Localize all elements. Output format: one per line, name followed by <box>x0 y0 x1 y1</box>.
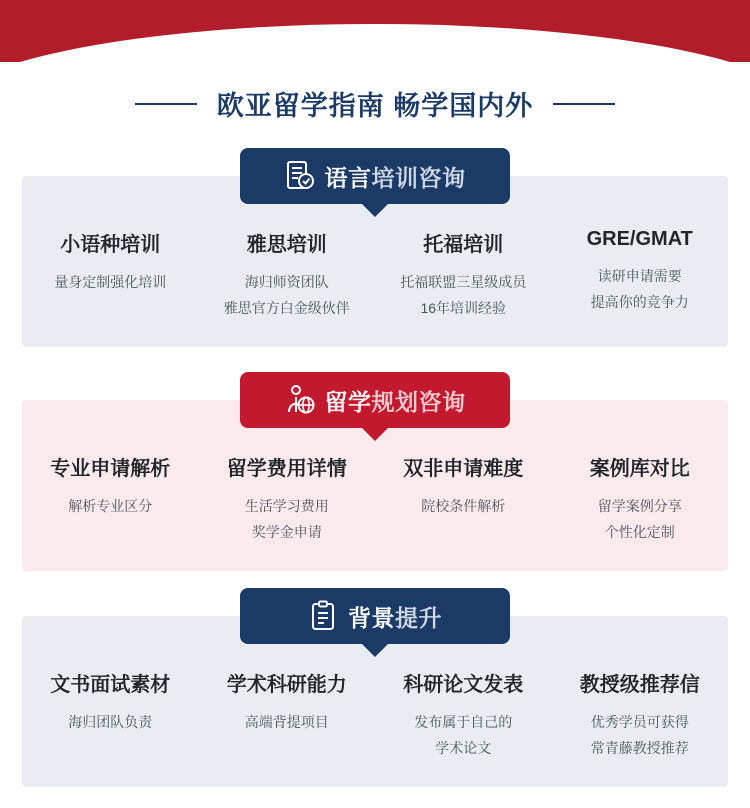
column-line: 学术论文 <box>435 740 492 756</box>
section-tab-wrap <box>22 372 728 428</box>
person-globe-icon <box>285 384 315 416</box>
section-header-tab[interactable] <box>240 588 510 644</box>
panel-column <box>552 228 729 321</box>
column-title: 文书面试素材 <box>50 674 171 696</box>
heading-rule-left <box>135 103 197 105</box>
section-background-enhancement <box>22 588 728 787</box>
section-header-tab[interactable] <box>240 148 510 204</box>
page-title <box>0 84 750 123</box>
panel-column <box>199 668 376 761</box>
document-check-icon <box>285 160 315 192</box>
column-line: 留学案例分享 <box>597 498 682 514</box>
column-line: 发布属于自己的 <box>414 714 513 730</box>
column-title: 小语种培训 <box>60 234 161 256</box>
section-study-abroad-planning <box>22 372 728 571</box>
section-title-rest: 规划咨询 <box>371 388 466 415</box>
column-line: 优秀学员可获得 <box>590 714 689 730</box>
column-title: 专业申请解析 <box>50 458 171 480</box>
column-line: 院校条件解析 <box>421 498 506 514</box>
top-red-banner <box>0 0 750 62</box>
section-title <box>325 384 466 417</box>
section-tab-wrap <box>22 588 728 644</box>
panel-column <box>375 452 552 545</box>
heading-rule-right <box>553 103 615 105</box>
banner-curve <box>0 24 750 62</box>
panel-column <box>552 452 729 545</box>
tab-pointer <box>361 427 389 441</box>
column-line: 16年培训经验 <box>420 300 507 316</box>
column-line: 读研申请需要 <box>597 268 682 284</box>
tab-pointer <box>361 203 389 217</box>
panel-column <box>552 668 729 761</box>
column-line: 托福联盟三星级成员 <box>400 274 527 290</box>
section-title-strong: 语言 <box>324 164 372 191</box>
column-line: 海归师资团队 <box>244 274 329 290</box>
column-line: 奖学金申请 <box>251 524 322 540</box>
column-title: 科研论文发表 <box>403 674 524 696</box>
heading-text: 欧亚留学指南 畅学国内外 <box>216 91 534 121</box>
panel-column <box>22 668 199 761</box>
panel-column <box>375 228 552 321</box>
column-title: 雅思培训 <box>246 234 327 256</box>
clipboard-icon <box>308 600 338 632</box>
panel-column <box>22 452 199 545</box>
column-line: 高端背提项目 <box>244 714 329 730</box>
section-title-rest: 提升 <box>395 604 442 631</box>
column-line: 海归团队负责 <box>68 714 153 730</box>
section-title-strong: 背景 <box>348 604 395 631</box>
column-line: 个性化定制 <box>604 524 675 540</box>
column-line: 雅思官方白金级伙伴 <box>223 300 350 316</box>
panel-column <box>199 228 376 321</box>
section-title <box>325 160 466 193</box>
column-title: 案例库对比 <box>589 458 690 480</box>
section-title <box>348 600 442 633</box>
column-line: 提高你的竞争力 <box>590 294 689 310</box>
panel-column <box>199 452 376 545</box>
panel-column <box>22 228 199 321</box>
section-tab-wrap <box>22 148 728 204</box>
column-line: 生活学习费用 <box>244 498 329 514</box>
section-title-rest: 培训咨询 <box>371 164 466 191</box>
section-header-tab[interactable] <box>240 372 510 428</box>
section-language-training <box>22 148 728 347</box>
panel-column <box>375 668 552 761</box>
section-title-strong: 留学 <box>324 388 372 415</box>
column-line: 常青藤教授推荐 <box>590 740 689 756</box>
column-title: 托福培训 <box>423 234 504 256</box>
column-title: GRE/GMAT <box>586 228 693 250</box>
column-title: 留学费用详情 <box>226 458 347 480</box>
tab-pointer <box>361 643 389 657</box>
column-title: 双非申请难度 <box>403 458 524 480</box>
column-title: 学术科研能力 <box>226 674 347 696</box>
column-line: 解析专业区分 <box>68 498 153 514</box>
column-title: 教授级推荐信 <box>579 674 700 696</box>
column-line: 量身定制强化培训 <box>54 274 167 290</box>
